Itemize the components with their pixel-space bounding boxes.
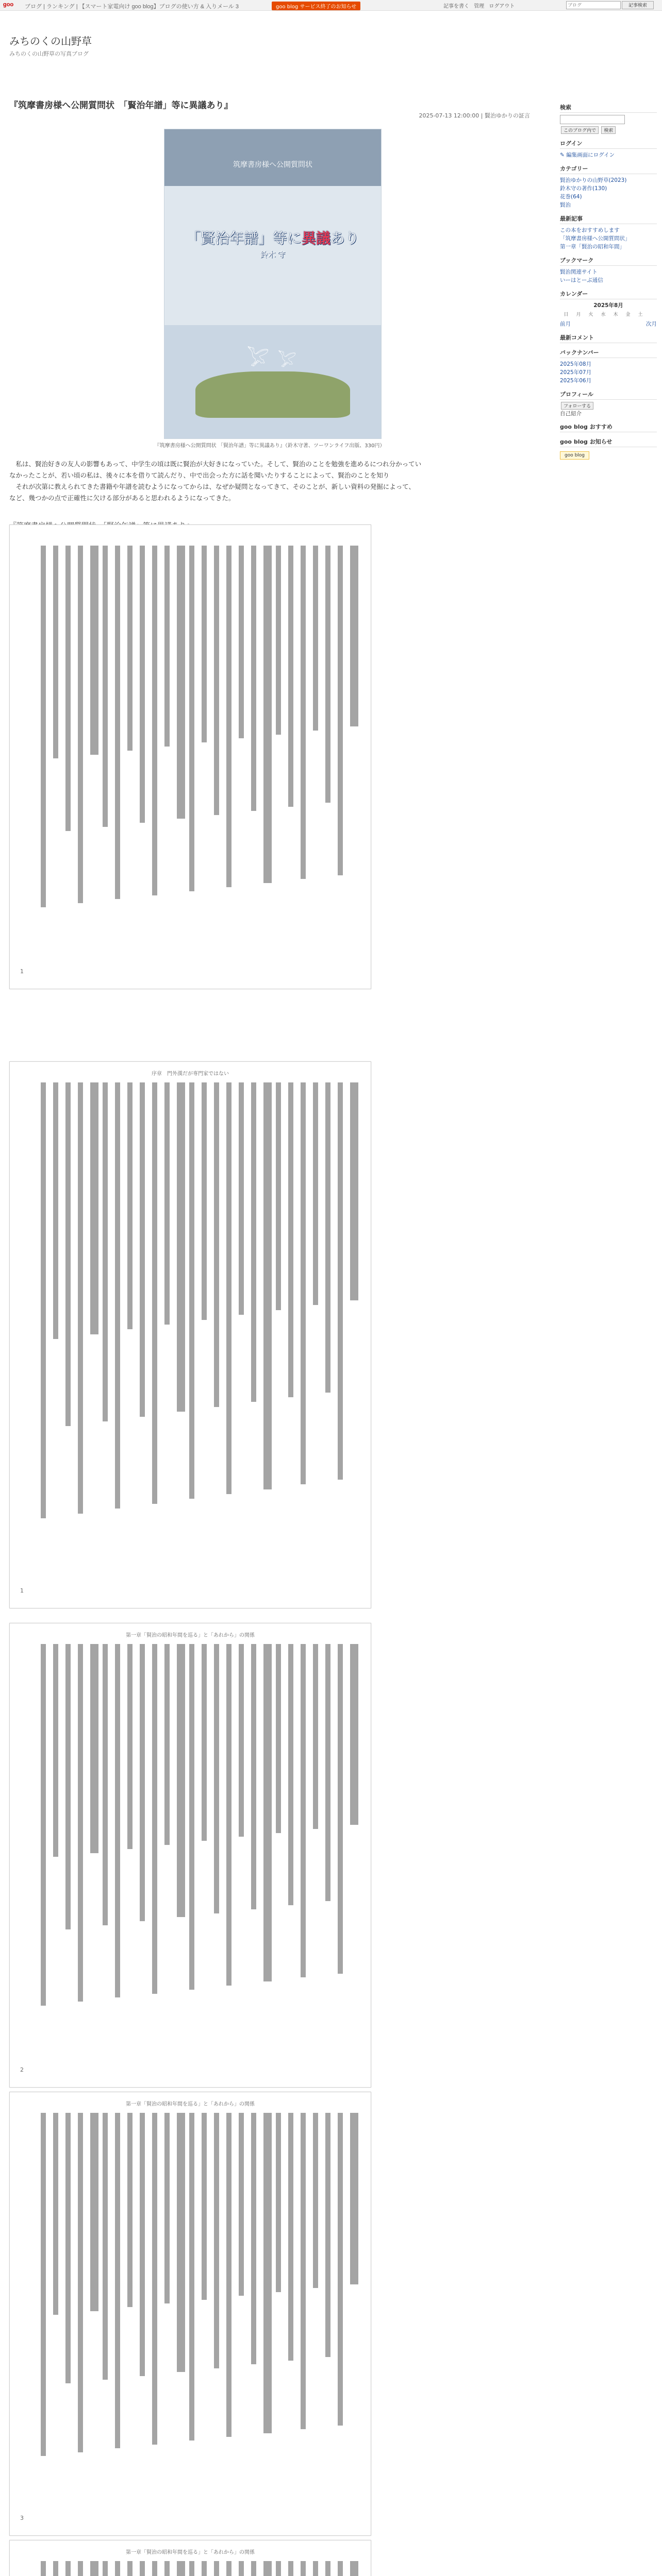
top-search-button[interactable]: 記事検索 [622,1,654,9]
entry-meta: 2025-07-13 12:00:00 | 賢治ゆかりの証言 [419,112,530,119]
text-column [276,546,281,735]
sidebar-search-input[interactable] [560,115,625,124]
text-column [140,2113,145,2376]
category-heading: カテゴリー [560,164,657,174]
text-column [115,1082,120,1509]
calendar-weekday: 日 [564,312,569,317]
sidebar [560,98,657,460]
text-column [78,1082,83,1514]
text-column [164,2113,170,2303]
text-column [53,2561,58,2576]
scan-page-number: 2 [20,2066,24,2073]
text-column [127,2113,133,2307]
text-column [78,2113,83,2452]
text-column [65,1644,71,1929]
text-column [152,2113,157,2445]
text-column [152,2561,157,2576]
login-heading: ログイン [560,139,657,149]
text-column [226,1082,231,1494]
cover-grass [195,371,350,418]
text-column [103,546,108,827]
calendar [560,310,647,318]
sidebar-search-button[interactable]: 検索 [601,126,616,134]
scan-page-number: 3 [20,2515,24,2521]
calendar-heading: カレンダー [560,290,657,299]
text-column [350,2113,358,2284]
text-column [288,1644,293,1905]
text-column [338,2561,343,2576]
text-column [90,2113,98,2311]
text-column [164,1644,170,1845]
recent-entry-link[interactable]: この本をおすすめします [560,227,620,233]
backnumber-link[interactable]: 2025年07月 [560,369,592,376]
bookmark-list [560,268,657,284]
text-column [226,1644,231,1986]
text-column [313,2113,318,2288]
text-column [177,546,185,819]
text-column [313,2561,318,2576]
text-column [152,546,157,895]
text-column [239,546,244,738]
text-column [189,1644,194,1990]
cover-author: 鈴木 守 [260,251,286,259]
text-column [90,1644,98,1853]
profile-heading: プロフィール [560,390,657,400]
text-column [140,1644,145,1921]
service-end-banner[interactable]: goo blog サービス終了のお知らせ [272,2,360,10]
text-column [90,2561,98,2576]
text-column [202,2561,207,2576]
text-column [239,1082,244,1315]
calendar-weekday: 木 [613,312,618,317]
text-column [53,1082,58,1339]
text-column [103,1082,108,1421]
text-column [226,2113,231,2437]
search-scope-select[interactable]: このブログ内で [561,126,599,134]
body-paragraph: なかったことが、若い頃の私は、後々に本を借りて読んだり、中で出会った方に話を聞いたりすることによって、賢治のことを知り [9,471,390,479]
crane-icon: 𓅯 [247,349,269,370]
text-column [325,2561,330,2576]
text-column [288,546,293,807]
text-column [202,1082,207,1320]
cover-top-strip [164,129,381,186]
category-link[interactable]: 賢治ゆかりの山野草(2023) [560,177,627,183]
text-column [65,546,71,831]
book-cover-image[interactable] [164,129,382,439]
calendar-next[interactable]: 次月 [646,321,657,327]
scan-page-header: 第一章「賢治の昭和年間を巡る」と「あれから」の関係 [126,1633,255,1638]
text-column [78,2561,83,2576]
text-column [115,2113,120,2448]
text-column [53,546,58,758]
text-column [251,2561,256,2576]
text-column [251,546,256,811]
text-column [214,1082,219,1407]
text-column [214,1644,219,1913]
text-column [350,1082,358,1300]
login-link[interactable]: ✎ 編集画面にログイン [560,152,615,158]
goo-blog-news-heading: goo blog お知らせ [560,437,657,447]
text-column [301,546,306,879]
text-column [90,546,98,755]
text-column [177,1644,185,1917]
text-column [263,2113,272,2433]
blog-description: みちのくの山野草の写真ブログ [9,50,89,57]
text-column [127,546,133,751]
text-column [350,1644,358,1825]
recent-entry-link[interactable]: 第一章「賢治の昭和年間」 [560,244,625,250]
text-column [65,2113,71,2383]
text-column [313,1644,318,1829]
recent-list [560,226,657,251]
scanned-book-page[interactable] [9,2540,371,2576]
text-column [103,1644,108,1925]
text-column [140,2561,145,2576]
text-column [214,2113,219,2368]
text-column [350,2561,358,2576]
cover-caption: 『筑摩書房様へ公開質問状 「賢治年譜」等に異議あり』（鈴木守著、ツーワンライフ出版、330円） [154,443,385,449]
text-column [325,2113,330,2357]
text-column [152,1082,157,1504]
body-paragraph: 私は、賢治好きの友人の影響もあって、中学生の頃は既に賢治が大好きになっていた。そして、賢治のことを勉強を進めるにつれ分かってい [9,460,422,468]
cover-publisher: 筑摩書房様へ公開質問状 [233,161,312,169]
calendar-weekday: 水 [601,312,606,317]
text-column [202,546,207,742]
text-column [140,1082,145,1417]
top-right-links [443,2,518,9]
text-column [127,1082,133,1329]
text-column [177,2561,185,2576]
text-column [301,2561,306,2576]
text-column [115,2561,120,2576]
text-column [301,2113,306,2429]
text-column [325,1644,330,1901]
text-column [350,546,358,726]
calendar-weekday: 金 [625,312,631,317]
text-column [251,1644,256,1909]
text-column [41,546,46,907]
entry-category[interactable]: 賢治ゆかりの証言 [485,112,530,119]
text-column [65,1082,71,1426]
profile-name: 自己紹介 [560,411,582,417]
body-paragraph: それが次第に教えられてきた書籍や年譜を読むようになってからは、なぜか疑問となってきて、そのことが、新しい資料の発掘によって、 [9,483,416,490]
logout-link[interactable]: ログアウト [489,4,515,9]
text-column [288,1082,293,1397]
scan-page-number: 1 [20,1587,24,1594]
crane-icon: 𓅯 [278,352,296,370]
text-column [127,1644,133,1849]
category-link[interactable]: 花巻(64) [560,194,582,200]
text-column [103,2561,108,2576]
text-column [41,1082,46,1518]
text-column [251,2113,256,2364]
text-column [313,546,318,731]
bookmarks-heading: ブックマーク [560,256,657,266]
goo-blog-recommend-heading: goo blog おすすめ [560,422,657,432]
scan-page-header: 第一章「賢治の昭和年間を巡る」と「あれから」の関係 [126,2550,255,2555]
scan-page-header: 序章 門外漢だが専門家ではない [152,1071,229,1077]
text-column [288,2561,293,2576]
cover-title: 「賢治年譜」等に異議あり [186,231,360,247]
calendar-weekday: 月 [576,312,581,317]
text-column [140,546,145,823]
text-column [276,1644,281,1833]
scanned-book-page[interactable] [9,524,371,989]
text-column [115,1644,120,1997]
text-column [338,546,343,875]
goo-blog-badge[interactable]: goo blog [560,451,589,460]
text-column [202,2113,207,2300]
calendar-weekday: 火 [588,312,593,317]
text-column [53,1644,58,1857]
backnumber-list [560,360,657,385]
text-column [325,1082,330,1393]
text-column [115,546,120,899]
text-column [41,2113,46,2456]
text-column [164,1082,170,1325]
text-column [189,1082,194,1499]
category-link[interactable]: 鈴木守の著作(130) [560,185,607,192]
follow-button[interactable]: フォローする [561,402,593,410]
text-column [214,2561,219,2576]
text-column [263,546,272,883]
text-column [189,2113,194,2441]
backnumber-link[interactable]: 2025年08月 [560,361,592,367]
text-column [226,2561,231,2576]
entry-title[interactable]: 『筑摩書房様へ公開質問状 「賢治年譜」等に異議あり』 [9,100,233,110]
text-column [127,2561,133,2576]
text-column [263,2561,272,2576]
text-column [177,2113,185,2372]
text-column [78,1644,83,2002]
text-column [338,1082,343,1480]
scan-page-header: 第一章「賢治の昭和年間を巡る」と「あれから」の関係 [126,2102,255,2107]
text-column [239,1644,244,1837]
text-column [325,546,330,803]
bookmark-link[interactable]: いーはとーぶ通信 [560,277,603,283]
text-column [313,1082,318,1305]
text-column [78,546,83,903]
text-column [65,2561,71,2576]
search-heading: 検索 [560,103,657,113]
top-links[interactable]: ブログ | ランキング | 【スマート家電向け goo blog】ブログの使い方 & 入りメール 3 [25,4,239,10]
text-column [338,2113,343,2426]
goo-logo[interactable]: goo [3,2,14,8]
admin-link[interactable]: 管理 [474,4,485,9]
text-column [226,546,231,887]
bookmark-link[interactable]: 賢治関連サイト [560,269,598,275]
text-column [164,546,170,747]
text-column [251,1082,256,1402]
text-column [239,2113,244,2296]
text-column [276,2561,281,2576]
calendar-weekday: 土 [638,312,643,317]
entry-date: 2025-07-13 12:00:00 [419,112,479,119]
top-bar [0,0,662,11]
text-column [177,1082,185,1412]
text-column [103,2113,108,2380]
body-paragraph: など、幾つかの点で正確性に欠ける部分があると思われるようになってきた。 [9,494,235,502]
scan-page-number: 1 [20,968,24,975]
text-column [202,1644,207,1841]
blog-title[interactable]: みちのくの山野草 [9,36,92,47]
top-search-input[interactable] [566,1,621,9]
text-column [276,1082,281,1310]
text-column [41,1644,46,2006]
text-column [214,546,219,815]
write-entry-link[interactable]: 記事を書く [443,4,469,9]
recent-entry-link[interactable]: 「筑摩書房様へ公開質問状」 [560,235,631,242]
text-column [189,546,194,891]
text-column [164,2561,170,2576]
category-link[interactable]: 賢治 [560,202,571,208]
calendar-month: 2025年8月 [593,302,623,309]
text-column [276,2113,281,2292]
backnumber-heading: バックナンバー [560,348,657,358]
text-column [152,1644,157,1994]
category-list [560,176,657,209]
text-column [263,1644,272,1981]
backnumber-link[interactable]: 2025年06月 [560,378,592,384]
main-content [9,98,530,502]
text-column [90,1082,98,1334]
text-column [263,1082,272,1489]
scanned-book-page[interactable] [9,1061,371,1608]
text-column [239,2561,244,2576]
text-column [41,2561,46,2576]
text-column [301,1644,306,1977]
text-column [338,1644,343,1974]
scanned-book-page[interactable] [9,1623,371,2088]
recent-comments-heading: 最新コメント [560,333,657,343]
scanned-book-page[interactable] [9,2092,371,2536]
calendar-prev[interactable]: 前月 [560,321,571,327]
text-column [301,1082,306,1484]
text-column [288,2113,293,2361]
text-column [189,2561,194,2576]
entry-body [9,459,530,504]
recent-heading: 最新記事 [560,214,657,224]
text-column [53,2113,58,2315]
